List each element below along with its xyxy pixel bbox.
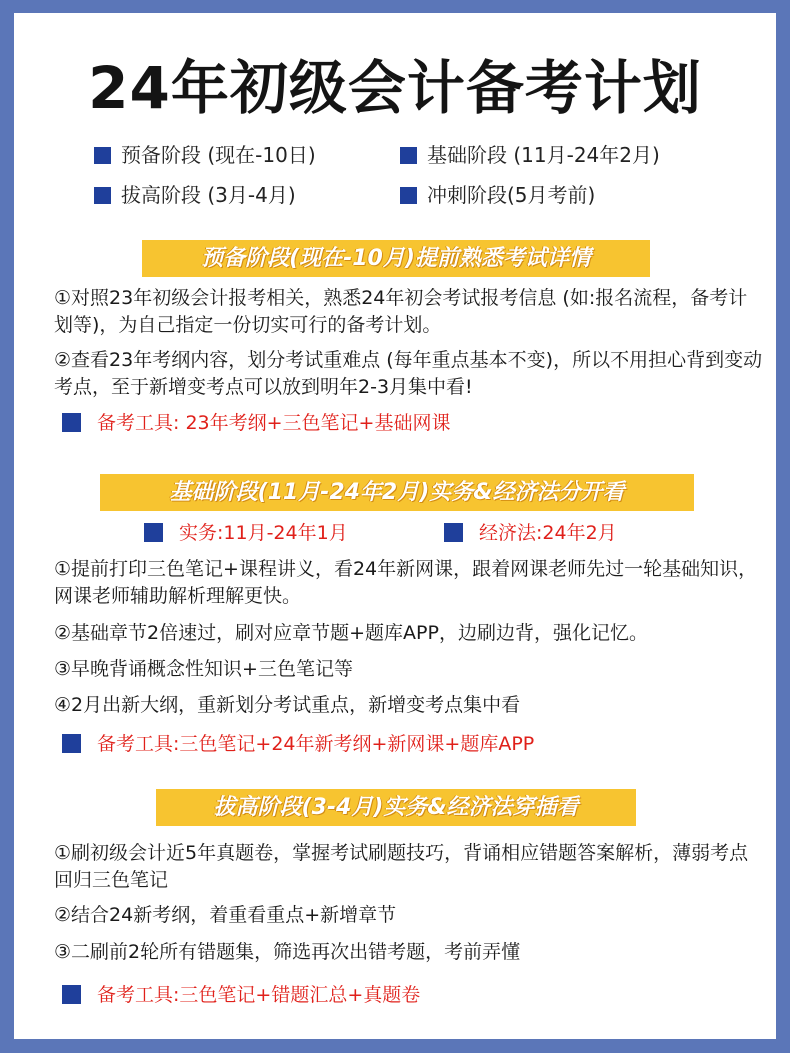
plan-sheet — [14, 13, 776, 1039]
section1-item: ①对照23年初级会计报考相关，熟悉24年初会考试报考信息 (如:报名流程，备考计划等)，为自己指定一份切实可行的备考计划。 — [54, 287, 748, 336]
section3-tool — [62, 982, 420, 1009]
section3-item: ③二刷前2轮所有错题集，筛选再次出错考题，考前弄懂 — [54, 941, 521, 963]
blue-square-icon — [144, 523, 163, 542]
tool-label: 备考工具:三色笔记+24年新考纲+新网课+题库APP — [97, 733, 535, 755]
section1-item: ②查看23年考纲内容，划分考试重难点 (每年重点基本不变)，所以不用担心背到变动考点，至于新增变考点可以放到明年2-3月集中看! — [54, 349, 763, 398]
section2-item: ③早晚背诵概念性知识+三色笔记等 — [54, 658, 353, 680]
section2-sub-left — [144, 520, 348, 547]
phase-label: 基础阶段 (11月-24年2月) — [427, 143, 660, 167]
phase-label: 拔高阶段 (3月-4月) — [121, 183, 296, 207]
section3-item: ②结合24新考纲，着重看重点+新增章节 — [54, 904, 397, 926]
tool-label: 备考工具:三色笔记+错题汇总+真题卷 — [97, 984, 421, 1006]
blue-square-icon — [400, 147, 417, 164]
section3-item: ①刷初级会计近5年真题卷，掌握考试刷题技巧，背诵相应错题答案解析，薄弱考点回归三色笔记 — [54, 842, 749, 891]
section2-sub-right — [444, 520, 617, 547]
section2-item: ①提前打印三色笔记+课程讲义，看24年新网课，跟着网课老师先过一轮基础知识，网课老师辅助解析理解更快。 — [54, 558, 758, 607]
sub-label: 经济法:24年2月 — [479, 522, 617, 544]
blue-square-icon — [94, 147, 111, 164]
blue-square-icon — [94, 187, 111, 204]
section2-item: ④2月出新大纲，重新划分考试重点，新增变考点集中看 — [54, 694, 521, 716]
page-title: 24年初级会计备考计划 — [88, 54, 702, 122]
phase-legend-item — [94, 141, 316, 169]
phase-legend-item — [400, 141, 660, 169]
blue-square-icon — [62, 413, 81, 432]
section2-tool — [62, 731, 534, 758]
phase-legend — [94, 141, 734, 213]
blue-square-icon — [400, 187, 417, 204]
tool-label: 备考工具: 23年考纲+三色笔记+基础网课 — [97, 412, 451, 434]
section2-item: ②基础章节2倍速过，刷对应章节题+题库APP，边刷边背，强化记忆。 — [54, 622, 648, 644]
section1-tool — [62, 410, 450, 437]
phase-legend-item — [94, 181, 296, 209]
blue-square-icon — [444, 523, 463, 542]
section3-banner: 拔高阶段(3-4月)实务&经济法穿插看 — [156, 789, 636, 826]
section1-banner: 预备阶段(现在-10月)提前熟悉考试详情 — [142, 240, 650, 277]
blue-square-icon — [62, 985, 81, 1004]
phase-legend-item — [400, 181, 595, 209]
sub-label: 实务:11月-24年1月 — [179, 522, 348, 544]
section2-banner: 基础阶段(11月-24年2月)实务&经济法分开看 — [100, 474, 694, 511]
blue-square-icon — [62, 734, 81, 753]
phase-label: 预备阶段 (现在-10日) — [121, 143, 316, 167]
phase-label: 冲刺阶段(5月考前) — [427, 183, 596, 207]
